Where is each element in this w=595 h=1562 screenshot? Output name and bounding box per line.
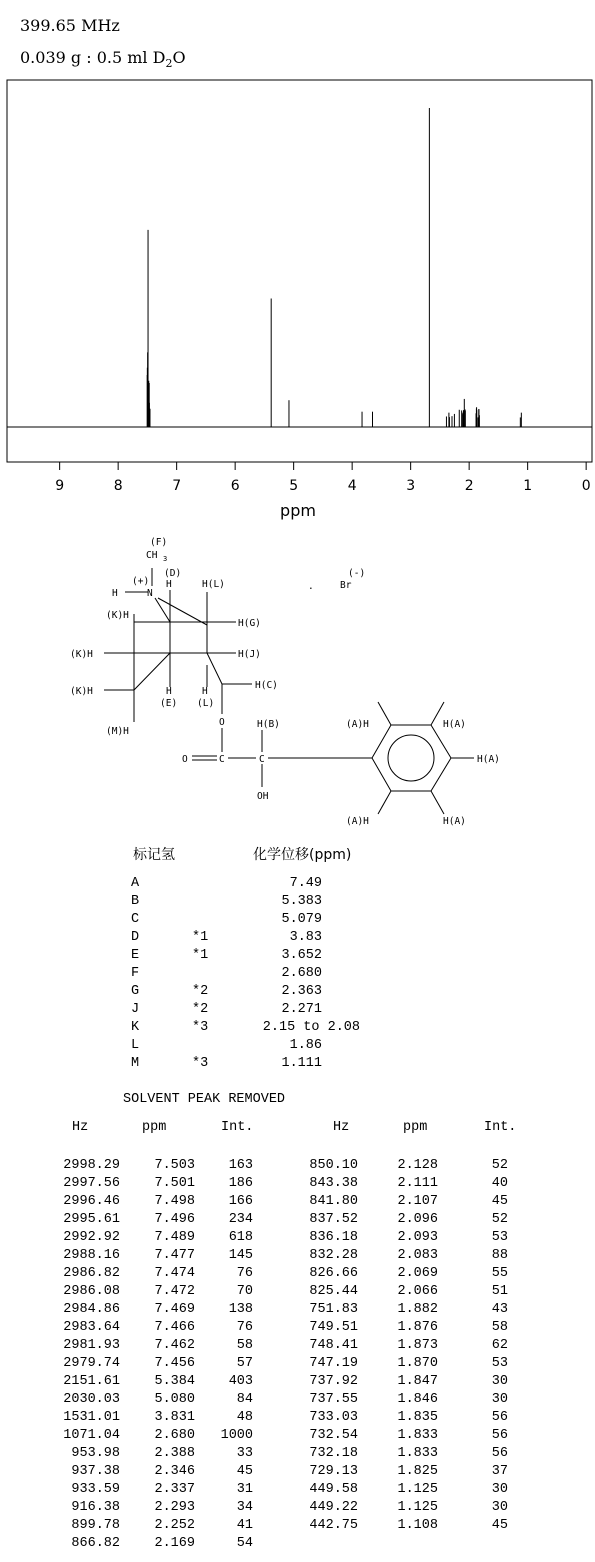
peak-hz: 866.82 xyxy=(71,1536,120,1551)
peak-row xyxy=(0,1158,595,1176)
struct-label: H(B) xyxy=(257,719,280,730)
peak-hz: 2151.61 xyxy=(63,1374,120,1389)
peak-int: 76 xyxy=(236,1320,253,1335)
peak-ppm: 1.125 xyxy=(397,1482,438,1497)
peak-hz: 2997.56 xyxy=(63,1176,120,1191)
peak-hz: 737.55 xyxy=(309,1392,358,1407)
assignment-row xyxy=(0,876,595,894)
assignment-row xyxy=(0,1002,595,1020)
peak-hz: 837.52 xyxy=(309,1212,358,1227)
assignment-note: *2 xyxy=(192,1002,209,1017)
peak-ppm: 7.496 xyxy=(154,1212,195,1227)
peak-hz: 937.38 xyxy=(71,1464,120,1479)
sample-label-suffix: O xyxy=(172,48,186,67)
assignment-shift: 5.383 xyxy=(281,894,322,909)
peak-int: 145 xyxy=(228,1248,253,1263)
struct-label: C xyxy=(219,754,225,765)
peak-row xyxy=(0,1248,595,1266)
struct-label: H xyxy=(112,588,118,599)
struct-label: H xyxy=(202,686,208,697)
col-hz-2: Hz xyxy=(333,1120,350,1135)
peak-hz: 1531.01 xyxy=(63,1410,120,1425)
col-hz: Hz xyxy=(72,1120,89,1135)
peak-int: 34 xyxy=(236,1500,253,1515)
peak-ppm: 2.093 xyxy=(397,1230,438,1245)
assignment-row xyxy=(0,1038,595,1056)
assignment-label: L xyxy=(131,1038,140,1053)
peak-ppm: 7.503 xyxy=(154,1158,195,1173)
peak-int: 54 xyxy=(236,1536,253,1551)
peak-hz: 953.98 xyxy=(71,1446,120,1461)
peak-ppm: 1.825 xyxy=(397,1464,438,1479)
struct-label: H(G) xyxy=(238,618,261,629)
peak-int: 1000 xyxy=(220,1428,253,1443)
peak-ppm: 2.096 xyxy=(397,1212,438,1227)
assignment-shift: 3.652 xyxy=(281,948,322,963)
assignment-row xyxy=(0,1020,595,1038)
assignment-shift: 7.49 xyxy=(289,876,322,891)
peak-int: 52 xyxy=(491,1158,508,1173)
peak-int: 88 xyxy=(491,1248,508,1263)
peak-ppm: 1.125 xyxy=(397,1500,438,1515)
struct-label: H(A) xyxy=(477,754,500,765)
peak-ppm: 2.107 xyxy=(397,1194,438,1209)
assignment-col-shift: 化学位移(ppm) xyxy=(253,847,352,863)
peak-int: 45 xyxy=(491,1518,508,1533)
peak-row xyxy=(0,1500,595,1518)
peak-ppm: 2.388 xyxy=(154,1446,195,1461)
peak-int: 55 xyxy=(491,1266,508,1281)
peak-ppm: 1.876 xyxy=(397,1320,438,1335)
col-ppm-2: ppm xyxy=(403,1120,428,1135)
peak-ppm: 7.477 xyxy=(154,1248,195,1263)
peak-row xyxy=(0,1518,595,1536)
struct-label: (K)H xyxy=(70,649,93,660)
x-tick-label: 9 xyxy=(55,478,65,494)
peak-hz: 2986.82 xyxy=(63,1266,120,1281)
peak-int: 33 xyxy=(236,1446,253,1461)
assignment-note: *3 xyxy=(192,1020,209,1035)
col-ppm: ppm xyxy=(142,1120,167,1135)
assignment-col-label: 标记氢 xyxy=(133,847,175,863)
assignment-row xyxy=(0,894,595,912)
assignment-label: G xyxy=(131,984,140,999)
peak-hz: 916.38 xyxy=(71,1500,120,1515)
peak-hz: 841.80 xyxy=(309,1194,358,1209)
sample-label-prefix: 0.039 g : 0.5 ml D xyxy=(20,48,166,67)
peak-row xyxy=(0,1266,595,1284)
x-tick-label: 3 xyxy=(406,478,416,494)
peak-ppm: 2.293 xyxy=(154,1500,195,1515)
peak-row xyxy=(0,1536,595,1554)
peak-int: 37 xyxy=(491,1464,508,1479)
peak-int: 30 xyxy=(491,1482,508,1497)
assignment-shift: 2.15 to 2.08 xyxy=(262,1020,360,1035)
assignment-row xyxy=(0,984,595,1002)
peak-int: 51 xyxy=(491,1284,508,1299)
frequency-label: 399.65 MHz xyxy=(20,16,120,35)
peak-ppm: 1.833 xyxy=(397,1428,438,1443)
struct-label: (M)H xyxy=(106,726,129,737)
x-tick-label: 7 xyxy=(172,478,182,494)
struct-label: CH xyxy=(146,550,158,561)
peak-int: 186 xyxy=(228,1176,253,1191)
peak-ppm: 2.252 xyxy=(154,1518,195,1533)
peak-int: 58 xyxy=(236,1338,253,1353)
peak-ppm: 1.108 xyxy=(397,1518,438,1533)
assignment-label: M xyxy=(131,1056,140,1071)
peak-int: 45 xyxy=(491,1194,508,1209)
x-tick-label: 5 xyxy=(289,478,299,494)
solvent-note: SOLVENT PEAK REMOVED xyxy=(123,1092,286,1107)
struct-label: H xyxy=(166,686,172,697)
assignment-shift: 2.363 xyxy=(281,984,322,999)
peak-hz: 2988.16 xyxy=(63,1248,120,1263)
peak-int: 45 xyxy=(236,1464,253,1479)
peak-ppm: 7.466 xyxy=(154,1320,195,1335)
peak-ppm: 7.501 xyxy=(154,1176,195,1191)
peak-int: 70 xyxy=(236,1284,253,1299)
x-tick-label: 0 xyxy=(581,478,591,494)
assignment-label: D xyxy=(131,930,140,945)
peak-hz: 2983.64 xyxy=(63,1320,120,1335)
peak-hz: 899.78 xyxy=(71,1518,120,1533)
peak-hz: 748.41 xyxy=(309,1338,358,1353)
x-tick-label: 2 xyxy=(464,478,474,494)
peak-int: 56 xyxy=(491,1446,508,1461)
struct-label: OH xyxy=(257,791,269,802)
peak-ppm: 7.498 xyxy=(154,1194,195,1209)
assignment-shift: 1.86 xyxy=(289,1038,322,1053)
peak-row xyxy=(0,1212,595,1230)
assignment-label: C xyxy=(131,912,140,927)
peak-hz: 732.18 xyxy=(309,1446,358,1461)
peak-hz: 733.03 xyxy=(309,1410,358,1425)
assignment-shift: 1.111 xyxy=(281,1056,322,1071)
assignment-label: J xyxy=(131,1002,140,1017)
peak-int: 76 xyxy=(236,1266,253,1281)
peak-hz: 826.66 xyxy=(309,1266,358,1281)
struct-label: Br xyxy=(340,580,352,591)
peak-int: 62 xyxy=(491,1338,508,1353)
peak-ppm: 1.882 xyxy=(397,1302,438,1317)
assignment-row xyxy=(0,912,595,930)
assignment-note: *1 xyxy=(192,930,209,945)
struct-label: (K)H xyxy=(106,610,129,621)
peak-ppm: 1.835 xyxy=(397,1410,438,1425)
assignment-row xyxy=(0,930,595,948)
peak-int: 40 xyxy=(491,1176,508,1191)
peak-row xyxy=(0,1194,595,1212)
peak-ppm: 7.462 xyxy=(154,1338,195,1353)
peak-int: 48 xyxy=(236,1410,253,1425)
peak-ppm: 2.128 xyxy=(397,1158,438,1173)
peak-hz: 442.75 xyxy=(309,1518,358,1533)
peak-ppm: 2.069 xyxy=(397,1266,438,1281)
peak-int: 234 xyxy=(228,1212,253,1227)
struct-label: (A)H xyxy=(346,816,369,827)
peak-ppm: 2.346 xyxy=(154,1464,195,1479)
peak-int: 53 xyxy=(491,1356,508,1371)
peak-ppm: 2.083 xyxy=(397,1248,438,1263)
peak-int: 163 xyxy=(228,1158,253,1173)
peak-hz: 850.10 xyxy=(309,1158,358,1173)
peak-hz: 2030.03 xyxy=(63,1392,120,1407)
peak-hz: 2986.08 xyxy=(63,1284,120,1299)
peak-int: 43 xyxy=(491,1302,508,1317)
struct-label: H(A) xyxy=(443,816,466,827)
peak-row xyxy=(0,1338,595,1356)
struct-label: H(J) xyxy=(238,649,261,660)
peak-row xyxy=(0,1284,595,1302)
peak-int: 84 xyxy=(236,1392,253,1407)
peak-int: 30 xyxy=(491,1374,508,1389)
peak-row xyxy=(0,1482,595,1500)
struct-label: (L) xyxy=(197,698,215,709)
assignment-row xyxy=(0,966,595,984)
peak-ppm: 2.680 xyxy=(154,1428,195,1443)
assignment-row xyxy=(0,948,595,966)
assignment-shift: 2.680 xyxy=(281,966,322,981)
assignment-label: A xyxy=(131,876,140,891)
x-tick-label: 6 xyxy=(230,478,240,494)
peak-ppm: 5.384 xyxy=(154,1374,195,1389)
peak-int: 618 xyxy=(228,1230,253,1245)
struct-label: C xyxy=(259,754,265,765)
struct-label: O xyxy=(219,717,225,728)
struct-label: 3 xyxy=(163,555,168,563)
peak-hz: 2979.74 xyxy=(63,1356,120,1371)
struct-label: (F) xyxy=(150,537,168,548)
peak-ppm: 2.066 xyxy=(397,1284,438,1299)
struct-label: (K)H xyxy=(70,686,93,697)
assignment-label: E xyxy=(131,948,140,963)
assignment-shift: 2.271 xyxy=(281,1002,322,1017)
peak-ppm: 1.846 xyxy=(397,1392,438,1407)
assignment-shift: 3.83 xyxy=(289,930,322,945)
peak-row xyxy=(0,1356,595,1374)
peak-ppm: 7.489 xyxy=(154,1230,195,1245)
struct-label: H(L) xyxy=(202,579,225,590)
peak-int: 403 xyxy=(228,1374,253,1389)
struct-label: (A)H xyxy=(346,719,369,730)
peak-hz: 737.92 xyxy=(309,1374,358,1389)
peak-hz: 2996.46 xyxy=(63,1194,120,1209)
peak-hz: 1071.04 xyxy=(63,1428,120,1443)
peak-ppm: 2.337 xyxy=(154,1482,195,1497)
peak-ppm: 3.831 xyxy=(154,1410,195,1425)
peak-row xyxy=(0,1374,595,1392)
peak-ppm: 1.833 xyxy=(397,1446,438,1461)
peak-hz: 449.22 xyxy=(309,1500,358,1515)
struct-label: (+) xyxy=(132,576,150,587)
peak-ppm: 1.870 xyxy=(397,1356,438,1371)
x-axis-label: ppm xyxy=(280,501,316,520)
assignment-note: *3 xyxy=(192,1056,209,1071)
assignment-label: K xyxy=(131,1020,140,1035)
peak-ppm: 2.111 xyxy=(397,1176,438,1191)
assignment-note: *2 xyxy=(192,984,209,999)
assignment-note: *1 xyxy=(192,948,209,963)
peak-hz: 2992.92 xyxy=(63,1230,120,1245)
peak-row xyxy=(0,1410,595,1428)
sample-label-sub: 2 xyxy=(165,57,173,71)
peak-hz: 449.58 xyxy=(309,1482,358,1497)
assignment-row xyxy=(0,1056,595,1074)
peak-int: 166 xyxy=(228,1194,253,1209)
struct-label: (-) xyxy=(348,568,366,579)
peak-int: 52 xyxy=(491,1212,508,1227)
peak-row xyxy=(0,1230,595,1248)
peak-int: 138 xyxy=(228,1302,253,1317)
peak-hz: 2998.29 xyxy=(63,1158,120,1173)
peak-hz: 749.51 xyxy=(309,1320,358,1335)
col-int: Int. xyxy=(221,1120,254,1135)
struct-label: . xyxy=(308,581,314,592)
peak-row xyxy=(0,1464,595,1482)
struct-label: O xyxy=(182,754,188,765)
peak-row xyxy=(0,1428,595,1446)
peak-int: 31 xyxy=(236,1482,253,1497)
x-tick-label: 4 xyxy=(347,478,357,494)
peak-hz: 729.13 xyxy=(309,1464,358,1479)
x-tick-label: 1 xyxy=(523,478,533,494)
peak-row xyxy=(0,1392,595,1410)
peak-ppm: 7.469 xyxy=(154,1302,195,1317)
struct-label: (E) xyxy=(160,698,178,709)
peak-hz: 825.44 xyxy=(309,1284,358,1299)
peak-ppm: 2.169 xyxy=(154,1536,195,1551)
peak-int: 30 xyxy=(491,1392,508,1407)
peak-int: 53 xyxy=(491,1230,508,1245)
assignment-label: B xyxy=(131,894,140,909)
peak-ppm: 7.472 xyxy=(154,1284,195,1299)
peak-ppm: 5.080 xyxy=(154,1392,195,1407)
peak-hz: 747.19 xyxy=(309,1356,358,1371)
peak-hz: 2984.86 xyxy=(63,1302,120,1317)
col-int-2: Int. xyxy=(484,1120,517,1135)
peak-hz: 933.59 xyxy=(71,1482,120,1497)
peak-int: 56 xyxy=(491,1428,508,1443)
peak-row xyxy=(0,1320,595,1338)
peak-hz: 832.28 xyxy=(309,1248,358,1263)
peak-hz: 751.83 xyxy=(309,1302,358,1317)
struct-label: H(A) xyxy=(443,719,466,730)
peak-hz: 2995.61 xyxy=(63,1212,120,1227)
peak-ppm: 7.474 xyxy=(154,1266,195,1281)
assignment-label: F xyxy=(131,966,140,981)
peak-row xyxy=(0,1176,595,1194)
struct-label: H(C) xyxy=(255,680,278,691)
peak-row xyxy=(0,1302,595,1320)
peak-row xyxy=(0,1446,595,1464)
peak-hz: 2981.93 xyxy=(63,1338,120,1353)
peak-int: 58 xyxy=(491,1320,508,1335)
peak-int: 56 xyxy=(491,1410,508,1425)
peak-ppm: 1.847 xyxy=(397,1374,438,1389)
structure-bonds xyxy=(104,568,474,814)
peak-hz: 843.38 xyxy=(309,1176,358,1191)
assignment-shift: 5.079 xyxy=(281,912,322,927)
peak-int: 57 xyxy=(236,1356,253,1371)
peak-int: 41 xyxy=(236,1518,253,1533)
peak-ppm: 1.873 xyxy=(397,1338,438,1353)
x-tick-label: 8 xyxy=(113,478,123,494)
peak-int: 30 xyxy=(491,1500,508,1515)
peak-hz: 732.54 xyxy=(309,1428,358,1443)
struct-label: N xyxy=(147,588,153,599)
peak-hz: 836.18 xyxy=(309,1230,358,1245)
peak-ppm: 7.456 xyxy=(154,1356,195,1371)
struct-label: H xyxy=(166,579,172,590)
struct-label: (D) xyxy=(164,568,182,579)
